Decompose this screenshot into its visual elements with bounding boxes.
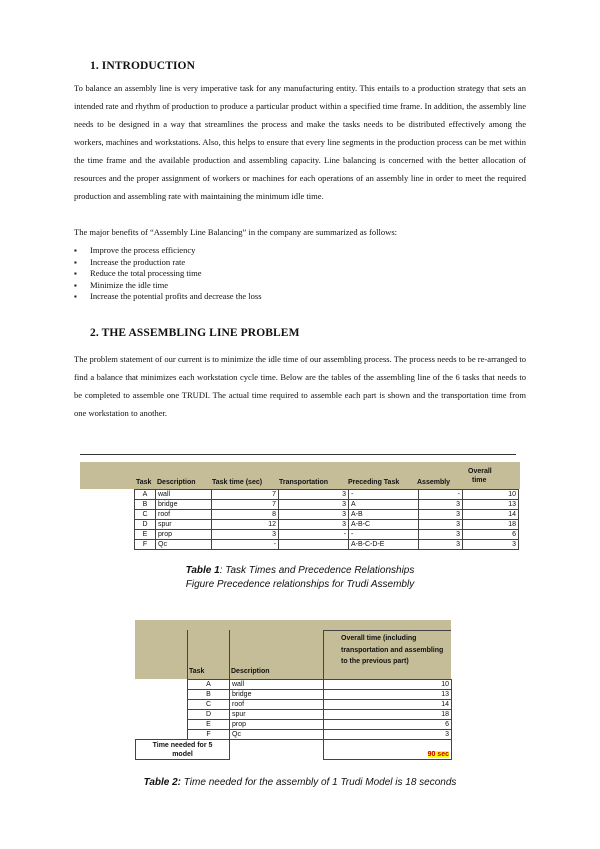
col-header-overall: Overall (468, 468, 492, 475)
benefits-intro-text: The major benefits of “Assembly Line Balancing” in the company are summarized as follows: (74, 227, 398, 237)
benefit-item: ▪ Increase the production rate (74, 257, 262, 269)
table1-caption-label: Table 1 (185, 565, 220, 576)
table-row (136, 700, 452, 710)
cell-desc: Qc (156, 540, 212, 550)
cell-overall: 14 (463, 510, 519, 520)
table2-caption-text: Time needed for the assembly of 1 Trudi Model is 18 seconds (181, 777, 457, 788)
table-row (136, 730, 452, 740)
cell-task: F (188, 730, 230, 740)
cell-prec: A-B (349, 510, 419, 520)
cell-desc: wall (230, 680, 324, 690)
cell-prec: A-B-C-D-E (349, 540, 419, 550)
cell-asm: 3 (419, 510, 463, 520)
benefit-item: ▪ Increase the potential profits and decrease the loss (74, 291, 262, 303)
cell-asm: - (419, 490, 463, 500)
cell-trans: 3 (279, 510, 349, 520)
cell-desc: wall (156, 490, 212, 500)
cell-asm: 3 (419, 500, 463, 510)
cell-task: B (188, 690, 230, 700)
overall-time-grid (135, 679, 452, 760)
cell-prec: A (349, 500, 419, 510)
cell-overall: 10 (463, 490, 519, 500)
table-row (136, 680, 452, 690)
cell-task: E (188, 720, 230, 730)
cell-overall: 6 (324, 720, 452, 730)
footer-label: Time needed for 5 model (136, 740, 230, 760)
benefit-item: ▪ Minimize the idle time (74, 280, 262, 292)
cell-overall: 6 (463, 530, 519, 540)
cell-task: D (188, 710, 230, 720)
cell-overall: 13 (463, 500, 519, 510)
table2-caption (0, 777, 600, 788)
cell-overall: 14 (324, 700, 452, 710)
cell-time: 7 (212, 490, 279, 500)
table-row (135, 520, 519, 530)
table-row (135, 510, 519, 520)
cell-task: C (188, 700, 230, 710)
benefit-item: ▪ Reduce the total processing time (74, 268, 262, 280)
cell-asm: 3 (419, 520, 463, 530)
cell-trans: 3 (279, 500, 349, 510)
cell-asm: 3 (419, 540, 463, 550)
cell-task: E (135, 530, 156, 540)
col-header-task: Task (189, 668, 205, 675)
table2-caption-label: Table 2: (143, 777, 181, 788)
cell-desc: spur (230, 710, 324, 720)
figure-caption: Figure Precedence relationships for Trudi Assembly (185, 579, 415, 590)
task-times-table (80, 462, 520, 563)
cell-trans: - (279, 530, 349, 540)
cell-prec: A-B-C (349, 520, 419, 530)
cell-task: F (135, 540, 156, 550)
cell-overall: 13 (324, 690, 452, 700)
cell-time: 8 (212, 510, 279, 520)
cell-desc: roof (230, 700, 324, 710)
cell-prec: - (349, 490, 419, 500)
col-header-overall-time: Overall time (including transportation and assembling to the previous part) (341, 635, 444, 665)
col-header-overall-time: time (472, 477, 487, 484)
benefits-list (74, 245, 262, 303)
cell-desc: Qc (230, 730, 324, 740)
table-row (136, 710, 452, 720)
problem-paragraph: The problem statement of our current is to minimize the idle time of our assembling process. The process needs to be re-arranged to find a balance that minimizes each workstation cycle time. Below are the tables of the assembling line of the 6 tasks that needs to be completed to assemble one TRUDI. The actual time required to assemble each part is shown and the transportation time from one workstation to another. (74, 354, 526, 418)
cell-desc: bridge (230, 690, 324, 700)
col-header-task: Task (136, 479, 152, 486)
cell-time: 12 (212, 520, 279, 530)
cell-trans (279, 540, 349, 550)
table-row (136, 720, 452, 730)
section-heading-problem: 2. THE ASSEMBLING LINE PROBLEM (90, 327, 300, 339)
task-times-grid (134, 489, 519, 550)
col-header-description: Description (157, 479, 196, 486)
table-header (135, 620, 451, 679)
table-row (135, 530, 519, 540)
cell-task: C (135, 510, 156, 520)
benefit-item: ▪ Improve the process efficiency (74, 245, 262, 257)
table1-caption-text: : Task Times and Precedence Relationships (219, 565, 415, 576)
cell-time: - (212, 540, 279, 550)
cell-overall: 18 (463, 520, 519, 530)
cell-desc: prop (156, 530, 212, 540)
cell-asm: 3 (419, 530, 463, 540)
divider (80, 454, 516, 455)
table-row (135, 490, 519, 500)
cell-overall: 18 (324, 710, 452, 720)
cell-trans: 3 (279, 520, 349, 530)
col-header-assembly: Assembly (417, 479, 451, 486)
cell-overall: 3 (324, 730, 452, 740)
cell-desc: bridge (156, 500, 212, 510)
cell-overall: 3 (463, 540, 519, 550)
cell-prec: - (349, 530, 419, 540)
cell-task: A (188, 680, 230, 690)
section-heading-introduction: 1. INTRODUCTION (90, 60, 196, 72)
cell-task: A (135, 490, 156, 500)
cell-desc: roof (156, 510, 212, 520)
cell-task: D (135, 520, 156, 530)
table-row (136, 690, 452, 700)
table-row (135, 540, 519, 550)
col-header-preceding: Preceding Task (348, 479, 400, 486)
table-footer-row (136, 740, 452, 760)
table1-caption (0, 565, 600, 576)
col-header-description: Description (231, 668, 270, 675)
total-time-highlight: 90 sec (427, 751, 449, 758)
cell-task: B (135, 500, 156, 510)
introduction-paragraph: To balance an assembly line is very imperative task for any manufacturing entity. This entails to a production strategy that sets an intended rate and rhythm of production to produce a particular product within a specified time frame. In addition, the assembly line needs to be designed in a way that streamlines the process and make the tasks needs to be distributed effectively among the workers, machines and workstations. Also, this helps to ensure that every line segments in the production process can be met within the time frame and the available production and assembling capacity. Line balancing is concerned with the better allocation of resources and the proper assignment of workers or machines for each operations of an assembly line in order to meet the required production and assembling rate with maintaining the minimum idle time. (74, 83, 526, 201)
cell-trans: 3 (279, 490, 349, 500)
cell-overall: 10 (324, 680, 452, 690)
table-header (80, 462, 520, 489)
cell-time: 7 (212, 500, 279, 510)
col-header-transportation: Transportation (279, 479, 329, 486)
cell-desc: prop (230, 720, 324, 730)
col-header-task-time: Task time (sec) (212, 479, 263, 486)
cell-time: 3 (212, 530, 279, 540)
cell-desc: spur (156, 520, 212, 530)
table-row (135, 500, 519, 510)
